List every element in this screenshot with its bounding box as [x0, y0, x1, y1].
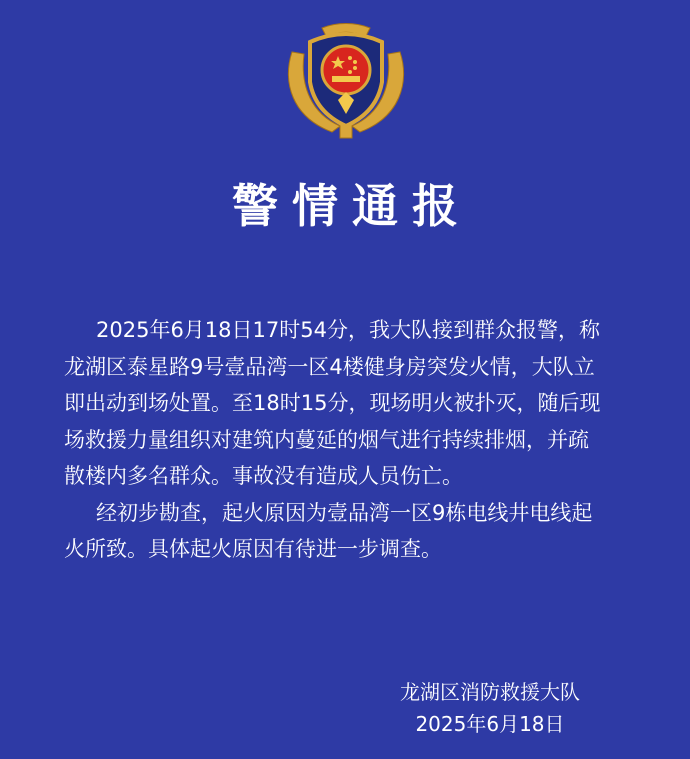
fire-rescue-emblem-icon — [282, 22, 410, 140]
body-line: 火所致。具体起火原因有待进一步调查。 — [64, 537, 442, 561]
body-line: 2025年6月18日17时54分，我大队接到群众报警，称 — [96, 318, 600, 342]
body-line: 即出动到场处置。至18时15分，现场明火被扑灭，随后现 — [64, 391, 601, 415]
notice-title: 警情通报 — [232, 179, 472, 233]
signature-org: 龙湖区消防救援大队 — [400, 680, 580, 704]
body-line: 场救援力量组织对建筑内蔓延的烟气进行持续排烟，并疏 — [64, 427, 589, 452]
signature — [400, 676, 580, 740]
signature-date: 2025年6月18日 — [415, 712, 565, 736]
body-line: 散楼内多名群众。事故没有造成人员伤亡。 — [64, 464, 463, 488]
body-line: 经初步勘查，起火原因为壹品湾一区9栋电线井电线起 — [96, 500, 593, 525]
notice-body — [64, 312, 634, 568]
body-line: 龙湖区泰星路9号壹品湾一区4楼健身房突发火情，大队立 — [64, 354, 595, 379]
